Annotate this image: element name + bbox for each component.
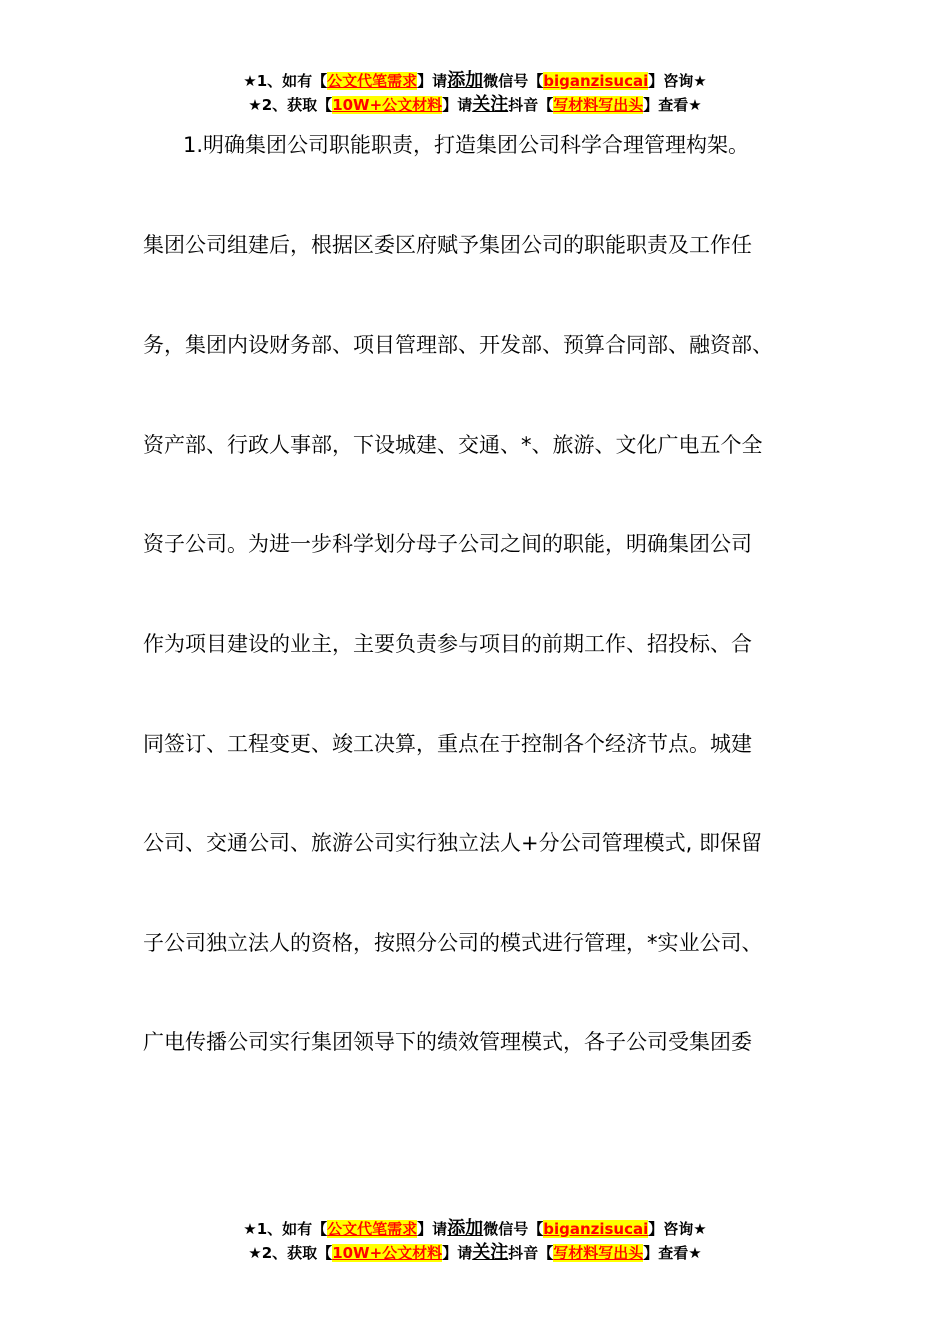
paragraph-line: 公司、交通公司、旅游公司实行独立法人+分公司管理模式, 即保留 [143, 831, 762, 855]
paragraph-line: 资产部、行政人事部，下设城建、交通、*、旅游、文化广电五个全 [143, 433, 763, 457]
header-banner [0, 69, 950, 117]
paragraph-line: 资子公司。为进一步科学划分母子公司之间的职能，明确集团公司 [143, 532, 752, 556]
banner-text: 】请 [442, 96, 473, 114]
banner-text: ★1、如有【 [243, 1220, 328, 1238]
banner-text: 】咨询★ [648, 72, 707, 90]
banner-line-1 [0, 1217, 950, 1241]
emphasis-text: 添加 [447, 1218, 484, 1239]
banner-text: 】请 [442, 1244, 473, 1262]
banner-text: 】查看★ [643, 96, 702, 114]
paragraph-line: 作为项目建设的业主，主要负责参与项目的前期工作、招投标、合 [143, 632, 752, 656]
banner-text: 】咨询★ [648, 1220, 707, 1238]
paragraph-line: 同签订、工程变更、竣工决算，重点在于控制各个经济节点。城建 [143, 732, 752, 756]
highlight-materials: 10W+公文材料 [332, 96, 443, 114]
highlight-douyin-id: 写材料写出头 [553, 1244, 644, 1262]
document-heading: 1.明确集团公司职能职责，打造集团公司科学合理管理构架。 [183, 133, 750, 157]
paragraph-line: 集团公司组建后，根据区委区府赋予集团公司的职能职责及工作任 [143, 233, 752, 257]
highlight-service: 公文代笔需求 [327, 72, 418, 90]
banner-text: 微信号【 [483, 1220, 544, 1238]
emphasis-text: 关注 [472, 1242, 509, 1263]
emphasis-text: 添加 [447, 70, 484, 91]
highlight-wechat-id: biganzisucai [543, 1220, 649, 1238]
banner-line-2 [0, 93, 950, 117]
paragraph-line: 子公司独立法人的资格，按照分公司的模式进行管理，*实业公司、 [143, 931, 763, 955]
banner-text: 】请 [417, 72, 448, 90]
banner-line-2 [0, 1241, 950, 1265]
paragraph-line: 务，集团内设财务部、项目管理部、开发部、预算合同部、融资部、 [143, 333, 773, 357]
highlight-materials: 10W+公文材料 [332, 1244, 443, 1262]
footer-banner [0, 1217, 950, 1265]
highlight-wechat-id: biganzisucai [543, 72, 649, 90]
paragraph-line: 广电传播公司实行集团领导下的绩效管理模式，各子公司受集团委 [143, 1030, 752, 1054]
banner-text: 】请 [417, 1220, 448, 1238]
banner-text: 微信号【 [483, 72, 544, 90]
banner-text: ★1、如有【 [243, 72, 328, 90]
banner-text: 抖音【 [508, 96, 554, 114]
banner-text: 抖音【 [508, 1244, 554, 1262]
banner-text: ★2、获取【 [248, 1244, 333, 1262]
banner-line-1 [0, 69, 950, 93]
highlight-douyin-id: 写材料写出头 [553, 96, 644, 114]
highlight-service: 公文代笔需求 [327, 1220, 418, 1238]
banner-text: 】查看★ [643, 1244, 702, 1262]
banner-text: ★2、获取【 [248, 96, 333, 114]
emphasis-text: 关注 [472, 94, 509, 115]
